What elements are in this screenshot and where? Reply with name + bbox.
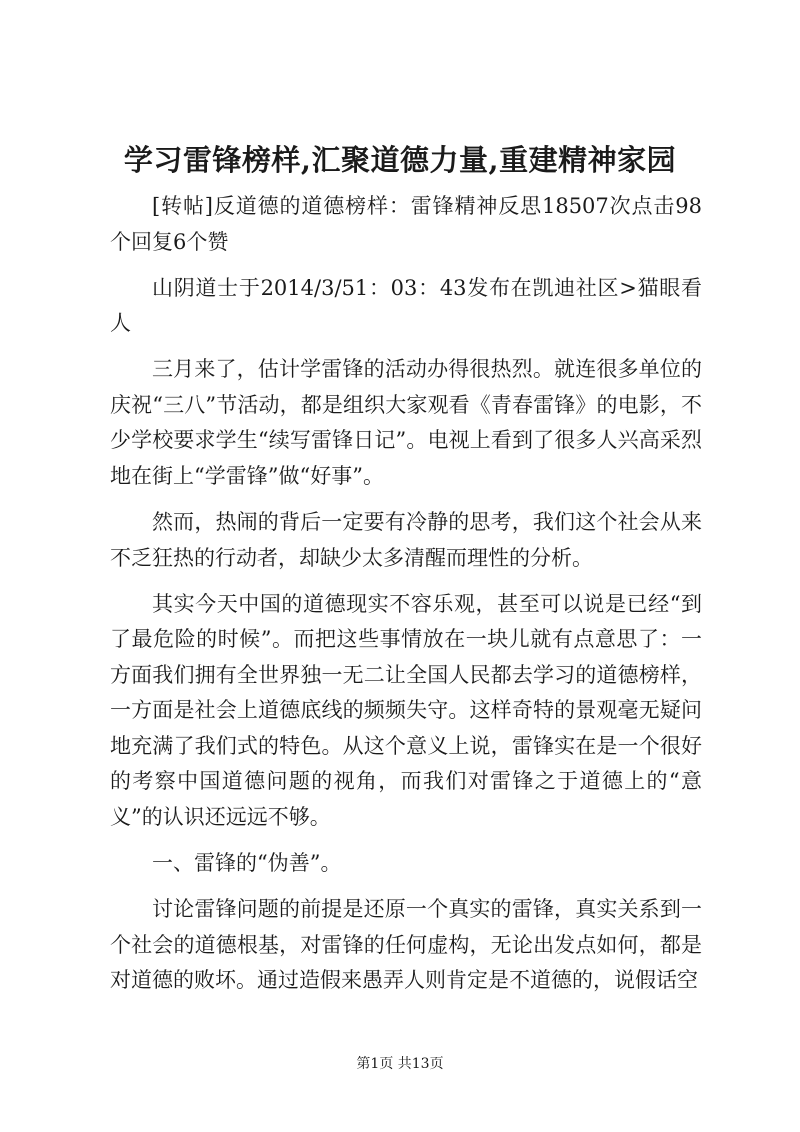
paragraph-body: 然而，热闹的背后一定要有冷静的思考，我们这个社会从来不乏狂热的行动者，却缺少太多清醒而理性的分析。 [110,509,702,570]
document-body [110,189,702,1009]
section-heading: 一、雷锋的“伪善”。 [152,851,342,876]
paragraph-body: 讨论雷锋问题的前提是还原一个真实的雷锋，真实关系到一个社会的道德根基，对雷锋的任何虚构，无论出发点如何，都是对道德的败坏。通过造假来愚弄人则肯定是不道德的，说假话空 [110,897,702,993]
document-title: 学习雷锋榜样,汇聚道德力量,重建精神家园 [123,143,677,177]
paragraph-author-line: 山阴道士于2014/3/51：03：43发布在凯迪社区>猫眼看人 [110,275,702,336]
paragraph-body: 三月来了，估计学雷锋的活动办得很热烈。就连很多单位的庆祝“三八”节活动，都是组织大家观看《青春雷锋》的电影，不少学校要求学生“续写雷锋日记”。电视上看到了很多人兴高采烈地在街上“学雷锋”做“好事”。 [110,357,702,488]
paragraph-body: 其实今天中国的道德现实不容乐观，甚至可以说是已经“到了最危险的时候”。而把这些事情放在一块儿就有点意思了：一方面我们拥有全世界独一无二让全国人民都去学习的道德榜样，一方面是社会上道德底线的频频失守。这样奇特的景观毫无疑问地充满了我们式的特色。从这个意义上说，雷锋实在是一个很好的考察中国道德问题的视角，而我们对雷锋之于道德上的“意义”的认识还远远不够。 [110,591,702,830]
paragraph-repost-header: [转帖]反道德的道德榜样：雷锋精神反思18507次点击98个回复6个赞 [110,194,702,254]
page-footer: 第1页 共13页 [356,1056,444,1072]
